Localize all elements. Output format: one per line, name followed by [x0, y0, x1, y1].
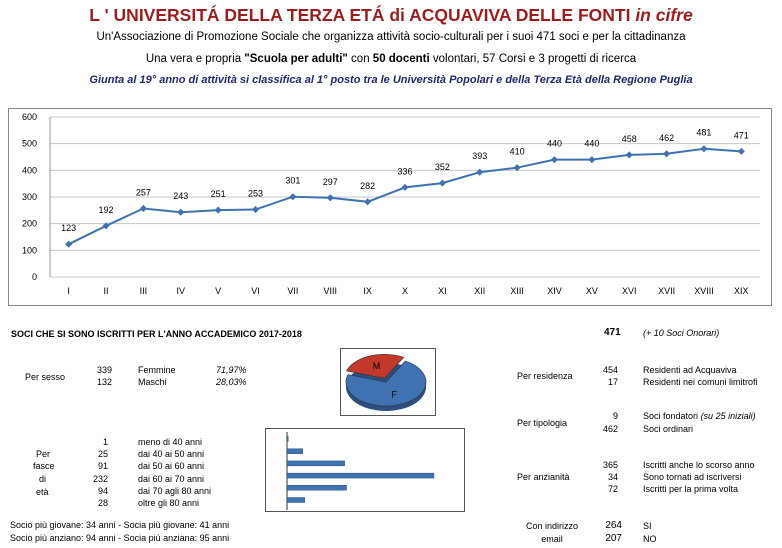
eta-oldest: Socio più anziano: 94 anni - Socia più anziana: 95 anni: [10, 533, 230, 543]
age-bar-chart: [265, 428, 465, 512]
eta-label-4: età: [36, 487, 49, 497]
x-tick-label: XVI: [621, 286, 637, 296]
data-point: [439, 180, 446, 187]
email-text-yes: SI: [643, 521, 652, 531]
data-label: 243: [173, 191, 189, 202]
subtitle-school-b: "Scuola per adulti": [244, 53, 348, 65]
data-point: [177, 209, 184, 216]
eta-range-3: dai 60 ai 70 anni: [138, 474, 205, 484]
soci-honorary: (+ 10 Soci Onorari): [643, 328, 720, 338]
data-point: [289, 193, 296, 200]
femmine-label: Femmine: [138, 365, 176, 375]
tipologia-label: Per tipologia: [517, 418, 568, 428]
data-point: [700, 145, 707, 152]
subtitle-association: Un'Associazione di Promozione Sociale che organizza attività socio-culturali per i suoi 471 soci e per la cittadinanza: [96, 31, 686, 43]
data-label: 481: [696, 127, 712, 138]
x-tick-label: XVII: [658, 286, 676, 296]
data-label: 257: [135, 187, 151, 198]
page-title: [0, 5, 782, 26]
residenza-text-2: Residenti nei comuni limitrofi: [643, 377, 758, 387]
eta-range-4: dai 70 agli 80 anni: [138, 486, 212, 496]
anzianita-label: Per anzianità: [517, 472, 570, 482]
x-tick-label: II: [103, 286, 109, 296]
title-suffix: in cifre: [635, 5, 693, 25]
eta-label-1: Per: [36, 449, 51, 459]
pie-label: M: [372, 361, 381, 372]
anzianita-text-2: Sono tornati ad iscriversi: [643, 472, 742, 482]
tipologia-count-1: 9: [612, 411, 618, 421]
age-bar: [287, 498, 305, 503]
data-label: 410: [509, 146, 525, 157]
data-label: 440: [584, 138, 600, 149]
data-point: [215, 207, 222, 214]
data-point: [140, 205, 147, 212]
residenza-text-1: Residenti ad Acquaviva: [643, 365, 737, 375]
x-tick-label: I: [67, 286, 70, 296]
maschi-count: 132: [96, 377, 112, 387]
y-tick-label: 500: [21, 138, 37, 149]
data-label: 301: [285, 175, 301, 186]
email-count-yes: 264: [605, 520, 622, 531]
data-label: 440: [546, 138, 562, 149]
subtitle-school-c: con: [347, 53, 373, 65]
soci-heading: SOCI CHE SI SONO ISCRITTI PER L'ANNO ACCADEMICO 2017-2018: [11, 329, 302, 339]
age-bar: [287, 461, 345, 466]
residenza-count-2: 17: [607, 377, 618, 387]
soci-total: 471: [604, 327, 621, 338]
y-tick-label: 200: [21, 218, 37, 229]
x-tick-label: XV: [585, 286, 598, 296]
data-label: 123: [61, 223, 77, 234]
data-point: [476, 169, 483, 176]
x-tick-label: X: [401, 286, 409, 296]
data-label: 192: [98, 204, 114, 215]
email-label-1: Con indirizzo: [525, 521, 579, 531]
email-label-2: email: [541, 534, 563, 544]
eta-label-2: fasce: [33, 461, 55, 471]
data-point: [252, 206, 259, 213]
data-point: [401, 184, 408, 191]
age-bar: [287, 437, 288, 442]
y-tick-label: 600: [21, 112, 37, 122]
sesso-label: Per sesso: [25, 372, 66, 382]
tipologia-count-2: 462: [602, 424, 618, 434]
y-tick-label: 0: [31, 272, 37, 282]
members-line-chart: [8, 108, 772, 306]
x-tick-label: XIV: [547, 286, 562, 296]
x-tick-label: XII: [474, 286, 486, 296]
x-tick-label: VII: [287, 286, 299, 296]
anzianita-count-3: 72: [607, 484, 618, 494]
tipologia-text-1b: (su 25 iniziali): [700, 411, 756, 421]
eta-range-5: oltre gli 80 anni: [138, 498, 200, 508]
y-tick-label: 300: [21, 192, 37, 202]
eta-count-5: 28: [97, 498, 108, 508]
eta-label-3: di: [39, 474, 47, 484]
anzianita-text-3: Iscritti per la prima volta: [643, 484, 739, 494]
eta-range-0: meno di 40 anni: [138, 437, 203, 447]
x-tick-label: XI: [438, 286, 447, 296]
email-count-no: 207: [605, 533, 622, 544]
tipologia-text-1a: Soci fondatori: [643, 411, 699, 421]
x-tick-label: VI: [251, 286, 260, 296]
age-bar: [287, 485, 347, 490]
x-tick-label: VIII: [323, 286, 338, 296]
title-main: L ' UNIVERSITÁ DELLA TERZA ETÁ di ACQUAVIVA DELLE FONTI: [89, 5, 631, 25]
residenza-label: Per residenza: [517, 371, 573, 381]
age-bar: [287, 449, 303, 454]
subtitle-school-e: volontari, 57 Corsi e 3 progetti di ricerca: [429, 53, 637, 65]
x-tick-label: XIII: [510, 286, 524, 296]
anzianita-count-1: 365: [602, 460, 618, 470]
data-label: 352: [434, 162, 450, 173]
eta-count-2: 91: [97, 461, 108, 471]
x-tick-label: III: [139, 286, 148, 296]
femmine-pct: 71,97%: [216, 365, 247, 375]
x-tick-label: IV: [176, 286, 186, 296]
data-label: 458: [621, 133, 637, 144]
data-label: 336: [397, 166, 413, 177]
eta-youngest: Socio più giovane: 34 anni - Socia più giovane: 41 anni: [10, 520, 230, 530]
data-point: [663, 150, 670, 157]
eta-range-2: dai 50 ai 60 anni: [138, 461, 205, 471]
data-point: [551, 156, 558, 163]
data-point: [626, 151, 633, 158]
data-label: 471: [733, 130, 749, 141]
data-point: [65, 241, 72, 248]
maschi-pct: 28,03%: [216, 377, 247, 387]
gender-pie-chart: [340, 348, 436, 416]
pie-label: F: [391, 389, 397, 400]
series-line: [69, 146, 742, 244]
eta-range-1: dai 40 ai 50 anni: [138, 449, 205, 459]
data-point: [327, 194, 334, 201]
chart-frame: [9, 109, 772, 306]
data-label: 297: [322, 176, 338, 187]
anzianita-text-1: Iscritti anche lo scorso anno: [643, 460, 755, 470]
anzianita-count-2: 34: [607, 472, 618, 482]
x-tick-label: IX: [363, 286, 372, 296]
subtitle-ranking: Giunta al 19° anno di attività si classifica al 1° posto tra le Università Popolari e della Terza Età della Regione Puglia: [89, 74, 693, 86]
data-label: 393: [472, 151, 488, 162]
data-label: 253: [248, 188, 264, 199]
data-point: [588, 156, 595, 163]
eta-count-0: 1: [102, 437, 108, 447]
eta-count-4: 94: [97, 486, 108, 496]
data-label: 282: [360, 180, 376, 191]
eta-count-1: 25: [97, 449, 108, 459]
x-tick-label: V: [215, 286, 222, 296]
data-label: 462: [659, 132, 675, 143]
tipologia-text-1: [643, 411, 756, 421]
y-tick-label: 400: [21, 165, 37, 176]
eta-count-3: 232: [92, 474, 108, 484]
tipologia-text-2: Soci ordinari: [643, 424, 694, 434]
x-tick-label: XIX: [734, 286, 749, 296]
y-tick-label: 100: [21, 245, 37, 256]
femmine-count: 339: [96, 365, 112, 375]
email-text-no: NO: [643, 534, 657, 544]
residenza-count-1: 454: [602, 365, 618, 375]
maschi-label: Maschi: [138, 377, 167, 387]
age-bar: [287, 473, 434, 478]
x-tick-label: XVIII: [694, 286, 714, 296]
subtitle-school-a: Una vera e propria: [145, 53, 245, 65]
data-point: [364, 198, 371, 205]
subtitle-school-d: 50 docenti: [372, 53, 430, 65]
data-point: [738, 148, 745, 155]
data-label: 251: [210, 189, 226, 200]
subtitle-school: [0, 53, 782, 65]
